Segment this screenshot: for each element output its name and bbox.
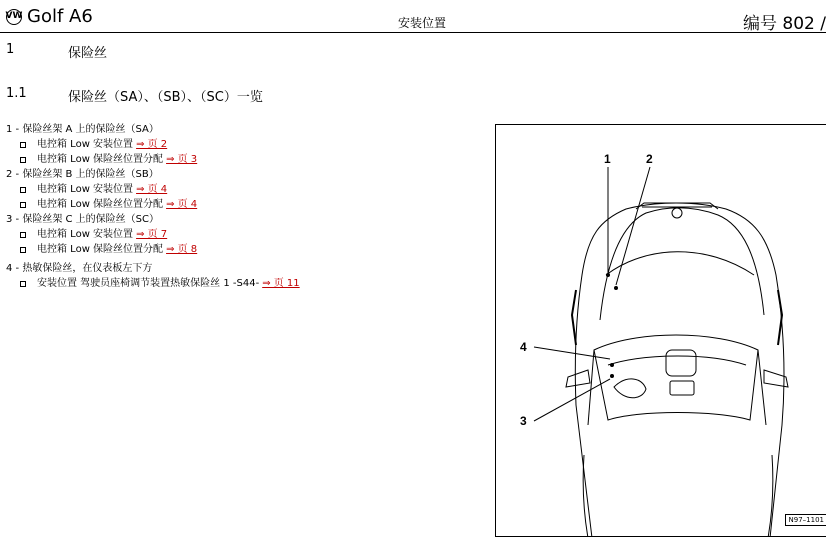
section-title: 保险丝（SA）、（SB）、（SC）一览 (68, 90, 263, 105)
vw-emblem-icon (672, 208, 682, 218)
checkbox-bullet-icon (20, 142, 26, 148)
page-link[interactable]: ⇒ 页 2 (136, 139, 168, 150)
list-item-text: 电控箱 Low 保险丝位置分配 (37, 199, 164, 210)
page-link[interactable]: ⇒ 页 8 (166, 244, 198, 255)
list-item (6, 227, 300, 242)
figure-code: N97–1101 (785, 514, 826, 526)
car-top-view-diagram (496, 125, 826, 537)
vw-logo-icon: VW (6, 9, 22, 25)
model-name: Golf A6 (27, 6, 93, 27)
section-number: 1.1 (6, 86, 27, 101)
callout-label-4: 4 (520, 340, 527, 354)
list-item-text: 电控箱 Low 保险丝位置分配 (37, 244, 164, 255)
document-title: 安装位置 (398, 16, 447, 30)
car-illustration-figure (495, 124, 826, 537)
page-link[interactable]: ⇒ 页 11 (262, 278, 300, 289)
page-link[interactable]: ⇒ 页 3 (166, 154, 198, 165)
brand (6, 6, 93, 27)
page-link[interactable]: ⇒ 页 4 (136, 184, 168, 195)
checkbox-bullet-icon (20, 202, 26, 208)
list-item-text: 电控箱 Low 安装位置 (37, 139, 134, 150)
list-item (6, 197, 300, 212)
list-item (6, 242, 300, 257)
list-group-label: 3 - 保险丝架 C 上的保险丝（SC） (6, 214, 159, 225)
windscreen (594, 335, 758, 420)
checkbox-bullet-icon (20, 157, 26, 163)
list-item (6, 276, 300, 291)
section-title: 保险丝 (68, 46, 108, 61)
list-item-text: 电控箱 Low 安装位置 (37, 184, 134, 195)
callout-label-1: 1 (604, 152, 611, 166)
callout-label-2: 2 (646, 152, 653, 166)
list-group-label: 4 - 热敏保险丝，在仪表板左下方 (6, 263, 153, 274)
callout-3-leader (534, 379, 610, 421)
page-link[interactable]: ⇒ 页 4 (166, 199, 198, 210)
page-header (0, 0, 826, 33)
list-item-text: 电控箱 Low 安装位置 (37, 229, 134, 240)
left-mirror (566, 370, 590, 387)
checkbox-bullet-icon (20, 232, 26, 238)
hood-crease (606, 252, 754, 275)
list-item-text: 安装位置 驾驶员座椅调节装置热敏保险丝 1 -S44- (37, 278, 260, 289)
callout-4-leader (534, 347, 610, 359)
document-number: 编号 802 / (743, 14, 826, 34)
list-group-label: 2 - 保险丝架 B 上的保险丝（SB） (6, 169, 159, 180)
list-item (6, 152, 300, 167)
checkbox-bullet-icon (20, 247, 26, 253)
list-item (6, 137, 300, 152)
steering-wheel (614, 379, 646, 398)
page-link[interactable]: ⇒ 页 7 (136, 229, 168, 240)
section-number: 1 (6, 42, 15, 57)
fuse-list (6, 122, 300, 291)
checkbox-bullet-icon (20, 187, 26, 193)
list-item-text: 电控箱 Low 保险丝位置分配 (37, 154, 164, 165)
list-item (6, 182, 300, 197)
checkbox-bullet-icon (20, 281, 26, 287)
instrument-cluster (666, 350, 696, 376)
callout-2-leader (616, 167, 650, 285)
callout-label-3: 3 (520, 414, 527, 428)
car-body-outline (575, 203, 784, 537)
list-group-label: 1 - 保险丝架 A 上的保险丝（SA） (6, 124, 159, 135)
